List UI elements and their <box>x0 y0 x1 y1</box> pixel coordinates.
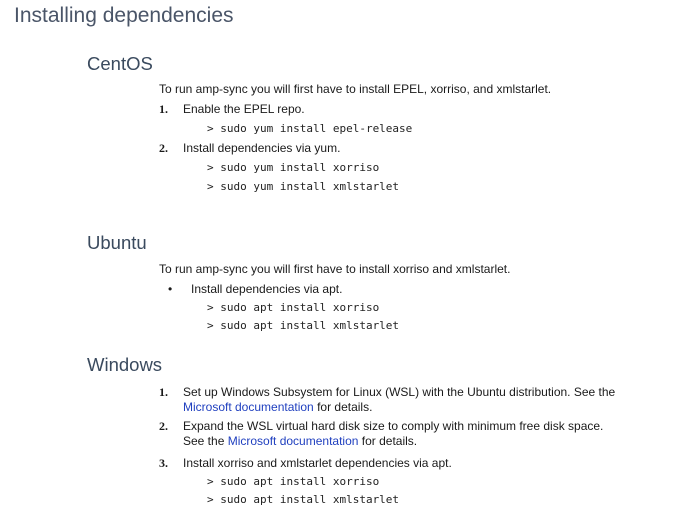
command-line: > sudo apt install xorriso <box>207 301 380 314</box>
section-heading-centos: CentOS <box>87 53 153 74</box>
step-number: 3. <box>159 456 168 470</box>
microsoft-documentation-link[interactable]: Microsoft documentation <box>227 434 359 448</box>
command-line: > sudo yum install epel-release <box>207 122 413 135</box>
centos-intro: To run amp-sync you will first have to install EPEL, xorriso, and xmlstarlet. <box>159 82 552 96</box>
step-text-part: Set up Windows Subsystem for Linux (WSL) with the Ubuntu distribution. See the <box>183 385 616 399</box>
section-heading-windows: Windows <box>87 354 163 375</box>
ubuntu-intro: To run amp-sync you will first have to install xorriso and xmlstarlet. <box>159 262 511 276</box>
page-title: Installing dependencies <box>14 4 234 27</box>
command-line: > sudo apt install xmlstarlet <box>207 319 400 332</box>
step-text: Install dependencies via yum. <box>183 141 341 155</box>
bullet-marker: • <box>168 282 173 296</box>
step-number: 2. <box>159 419 168 433</box>
step-text-part: See the <box>183 434 228 448</box>
microsoft-documentation-link[interactable]: Microsoft documentation <box>183 400 314 414</box>
step-text-part: for details. <box>358 434 418 448</box>
step-number: 1. <box>159 385 168 399</box>
step-text <box>183 419 653 449</box>
step-text: Install xorriso and xmlstarlet dependencies via apt. <box>183 456 452 470</box>
command-line: > sudo yum install xorriso <box>207 161 380 174</box>
bullet-text: Install dependencies via apt. <box>191 282 343 296</box>
step-number: 1. <box>159 102 168 116</box>
step-text: Enable the EPEL repo. <box>183 102 305 116</box>
section-heading-ubuntu: Ubuntu <box>87 232 147 253</box>
step-text-part: for details. <box>313 400 373 414</box>
command-line: > sudo apt install xorriso <box>207 475 380 488</box>
command-line: > sudo yum install xmlstarlet <box>207 180 400 193</box>
command-line: > sudo apt install xmlstarlet <box>207 493 400 506</box>
step-number: 2. <box>159 141 168 155</box>
step-text <box>183 385 653 415</box>
step-text-part: Expand the WSL virtual hard disk size to comply with minimum free disk space. <box>183 419 604 433</box>
